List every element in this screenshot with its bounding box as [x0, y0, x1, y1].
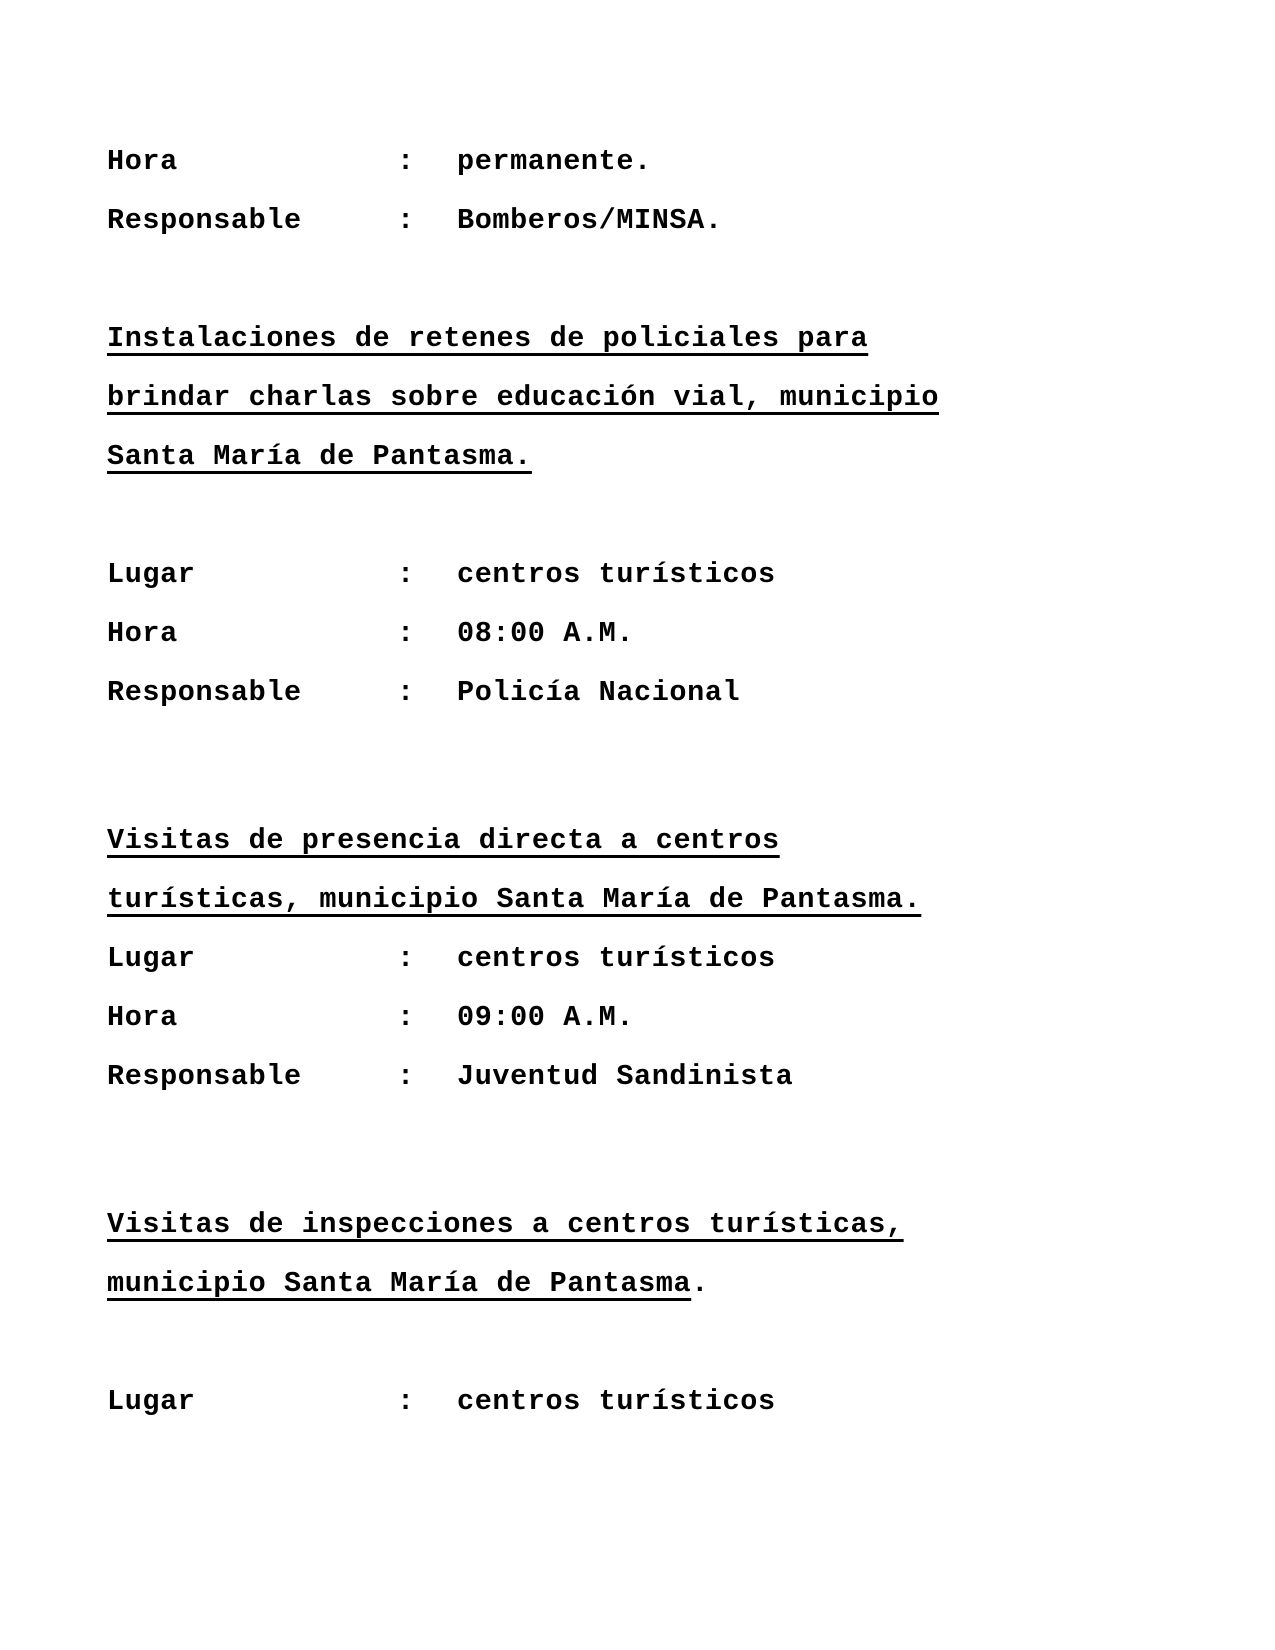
heading-visitas-inspecciones	[107, 1195, 1107, 1313]
detail-row-hora-1	[107, 132, 1107, 191]
blank-line	[107, 1313, 1107, 1372]
heading-visitas-presencia-directa	[107, 811, 1107, 929]
detail-separator: :	[397, 676, 415, 709]
detail-row-responsable-3	[107, 1047, 1107, 1106]
detail-separator: :	[397, 942, 415, 975]
detail-value: 08:00 A.M.	[457, 617, 635, 650]
detail-separator: :	[397, 1001, 415, 1034]
detail-value: centros turísticos	[457, 942, 776, 975]
detail-label: Hora	[107, 1001, 178, 1034]
heading-line-text: Visitas de presencia directa a centros	[107, 824, 780, 857]
detail-row-hora-2	[107, 604, 1107, 663]
detail-row-responsable-2	[107, 663, 1107, 722]
heading-line	[107, 1254, 1107, 1313]
detail-separator: :	[397, 204, 415, 237]
detail-separator: :	[397, 1385, 415, 1418]
blank-line	[107, 250, 1107, 309]
detail-separator: :	[397, 1060, 415, 1093]
detail-label: Lugar	[107, 942, 196, 975]
detail-separator: :	[397, 617, 415, 650]
detail-label: Hora	[107, 617, 178, 650]
detail-label: Lugar	[107, 1385, 196, 1418]
blank-line	[107, 1165, 1107, 1195]
detail-value: 09:00 A.M.	[457, 1001, 635, 1034]
blank-line	[107, 781, 1107, 811]
detail-value: Bomberos/MINSA.	[457, 204, 723, 237]
detail-row-hora-3	[107, 988, 1107, 1047]
heading-line	[107, 309, 1107, 368]
detail-label: Responsable	[107, 676, 302, 709]
heading-instalaciones-retenes	[107, 309, 1107, 486]
detail-separator: :	[397, 558, 415, 591]
detail-value: permanente.	[457, 145, 652, 178]
heading-line-text: turísticas, municipio Santa María de Pantasma.	[107, 883, 922, 916]
detail-row-lugar-3	[107, 929, 1107, 988]
heading-line-text: Instalaciones de retenes de policiales para	[107, 322, 869, 355]
detail-value: Policía Nacional	[457, 676, 741, 709]
detail-row-lugar-2	[107, 545, 1107, 604]
detail-value: centros turísticos	[457, 558, 776, 591]
heading-line-text: municipio Santa María de Pantasma	[107, 1267, 692, 1300]
detail-separator: :	[397, 145, 415, 178]
heading-line	[107, 1195, 1107, 1254]
detail-row-responsable-1	[107, 191, 1107, 250]
heading-line	[107, 870, 1107, 929]
detail-label: Responsable	[107, 204, 302, 237]
blank-line	[107, 486, 1107, 545]
heading-line	[107, 427, 1107, 486]
blank-line	[107, 1106, 1107, 1165]
heading-line	[107, 811, 1107, 870]
detail-label: Hora	[107, 145, 178, 178]
detail-label: Lugar	[107, 558, 196, 591]
detail-label: Responsable	[107, 1060, 302, 1093]
heading-line	[107, 368, 1107, 427]
detail-value: centros turísticos	[457, 1385, 776, 1418]
heading-line-text: Visitas de inspecciones a centros turísticas,	[107, 1208, 904, 1241]
heading-line-period: .	[691, 1267, 709, 1300]
blank-line	[107, 722, 1107, 781]
detail-row-lugar-4	[107, 1372, 1107, 1431]
heading-line-text: brindar charlas sobre educación vial, municipio	[107, 381, 940, 414]
heading-line-text: Santa María de Pantasma.	[107, 440, 532, 473]
document-body	[107, 132, 1107, 1431]
detail-value: Juventud Sandinista	[457, 1060, 794, 1093]
